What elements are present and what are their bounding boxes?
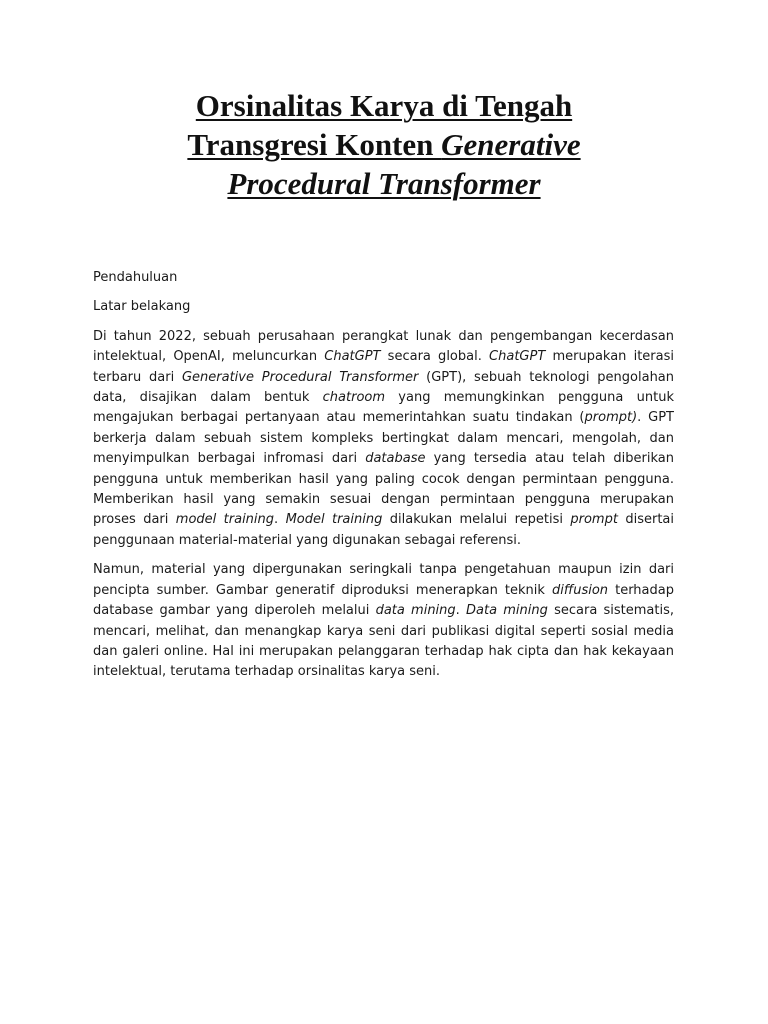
italic-run: Generative Procedural Transformer xyxy=(181,369,419,385)
text-run: disertai penggunaan material-material yang digunakan sebagai referensi. xyxy=(93,512,675,548)
italic-run: chatroom xyxy=(322,390,386,406)
text-run: . xyxy=(455,603,467,619)
italic-run: data mining xyxy=(375,603,456,619)
title-line-2-plain: Transgresi Konten xyxy=(187,127,442,162)
title-line-1: Orsinalitas Karya di Tengah xyxy=(195,88,573,123)
text-run: dilakukan melalui repetisi xyxy=(382,512,571,528)
text-run: Di tahun 2022, sebuah perusahaan perangkat lunak dan pengembangan kecerdasan intelektual, OpenAI, meluncurkan xyxy=(93,328,674,365)
section-heading: Pendahuluan xyxy=(93,270,178,285)
italic-run: prompt) xyxy=(584,410,638,426)
text-run: yang tersedia atau telah diberikan pengguna untuk memberikan hasil yang paling cocok dengan permintaan pengguna. Memberikan hasil yang semakin sesuai dengan permintaan pengguna merupakan proses dari xyxy=(93,451,674,528)
text-run: terhadap database gambar yang diperoleh melalui xyxy=(93,582,674,619)
paragraph-2 xyxy=(93,560,674,682)
document-body xyxy=(93,268,674,692)
title-line-3-italic: Procedural Transformer xyxy=(227,166,541,201)
italic-run: ChatGPT xyxy=(324,349,381,365)
italic-run: database xyxy=(365,451,426,467)
paragraph-1 xyxy=(93,327,674,551)
italic-run: diffusion xyxy=(551,582,609,598)
text-run: . xyxy=(274,512,286,528)
text-run: (GPT), sebuah teknologi pengolahan data, disajikan dalam bentuk xyxy=(93,369,675,406)
title-line-3 xyxy=(120,164,648,203)
title-line-2 xyxy=(120,125,648,164)
title-line-2-italic: Generative xyxy=(441,127,581,162)
text-run: . GPT berkerja dalam sebuah sistem kompleks bertingkat dalam mencari, mengolah, dan menyimpulkan berbagai infromasi dari xyxy=(93,410,674,467)
text-run: yang memungkinkan pengguna untuk mengajukan berbagai pertanyaan atau memerintahkan suatu tindakan ( xyxy=(93,390,674,426)
subsection-heading: Latar belakang xyxy=(93,299,191,315)
text-run: merupakan iterasi terbaru dari xyxy=(93,349,675,385)
text-run: Namun, material yang dipergunakan seringkali tanpa pengetahuan maupun izin dari pencipta sumber. Gambar generatif diproduksi menerapkan teknik xyxy=(93,562,674,598)
text-run: secara global. xyxy=(380,349,490,365)
italic-run: prompt xyxy=(570,512,618,528)
document-title xyxy=(120,86,648,203)
italic-run: Data mining xyxy=(466,603,548,619)
text-run: secara sistematis, mencari, melihat, dan menangkap karya seni dari publikasi digital seperti sosial media dan galeri online. Hal ini merupakan pelanggaran terhadap hak cipta dan hak kekayaan intelektual, terutama terhadap orsinalitas karya seni. xyxy=(93,603,674,680)
italic-run: ChatGPT xyxy=(489,349,546,365)
italic-run: model training xyxy=(175,512,275,528)
italic-run: Model training xyxy=(285,512,383,528)
